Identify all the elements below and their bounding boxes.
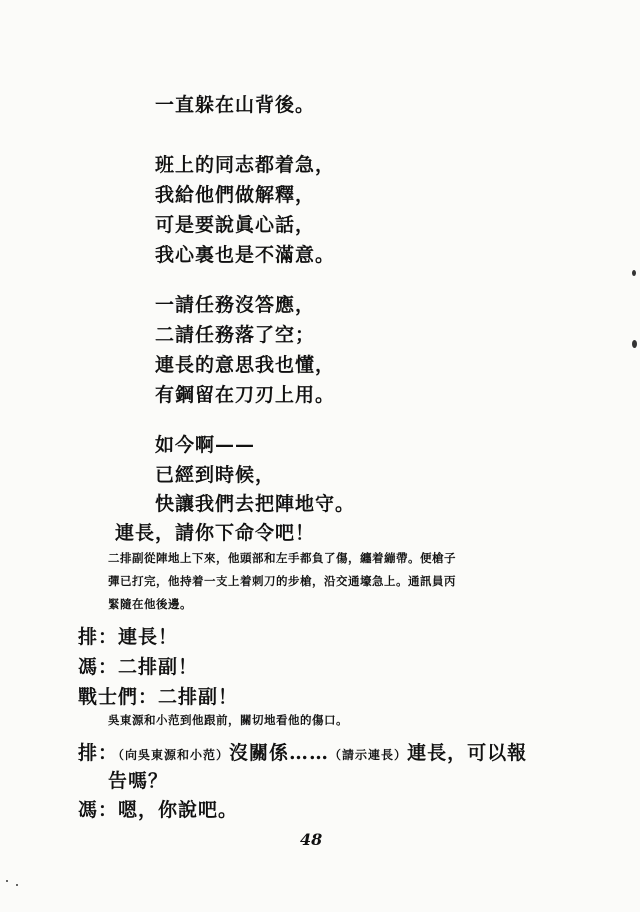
scan-speck [16,884,18,886]
stage-direction-1-line-1: 二排副從陣地上下來，他頭部和左手都負了傷，纏着繃帶。便槍子 [108,551,456,565]
page-number: 48 [300,830,323,849]
stage-note: （請示連長） [329,748,408,762]
poem-line-4: 可是要說眞心話， [155,214,316,236]
dialogue-line-3 [78,682,238,709]
speaker-label: 排： [78,626,119,648]
dialogue-line-1 [78,622,178,649]
poem-line-10: 如今啊—— [155,434,256,456]
stage-direction-2: 吳東源和小范到他跟前，關切地看他的傷口。 [108,713,348,727]
dialogue-text: 二排副！ [118,656,199,678]
dialogue-line-4 [78,738,527,765]
speaker-label: 戰士們： [78,686,159,708]
dialogue-text: 連長！ [118,626,179,648]
dialogue-text: 沒關係…… [229,742,330,764]
stage-direction-1-line-2: 彈已打完，他持着一支上着刺刀的步槍，沿交通壕急上。通訊員丙 [108,574,456,588]
dialogue-text: 嗯，你說吧。 [118,799,239,821]
dialogue-text: 二排副！ [158,686,239,708]
speaker-label: 排： [78,742,119,764]
scan-speck [632,270,636,276]
poem-line-1: 一直躲在山背後。 [155,94,316,116]
poem-line-11: 已經到時候， [155,464,276,486]
poem-line-3: 我給他們做解釋， [155,184,316,206]
poem-line-12: 快讓我們去把陣地守。 [155,493,356,515]
scan-speck [6,880,8,882]
speaker-label: 馮： [78,799,119,821]
poem-line-5: 我心裏也是不滿意。 [155,244,336,266]
closing-line: 連長，請你下命令吧！ [115,522,316,544]
scan-speck [632,340,637,348]
poem-line-8: 連長的意思我也懂， [155,354,336,376]
dialogue-line-4-cont: 告嗎？ [108,770,169,792]
dialogue-line-2 [78,652,198,679]
stage-note: （向吳東源和小范） [118,748,230,762]
dialogue-text: 連長，可以報 [407,742,528,764]
speaker-label: 馮： [78,656,119,678]
poem-line-6: 一請任務沒答應， [155,294,316,316]
poem-line-2: 班上的同志都着急， [155,154,336,176]
poem-line-7: 二請任務落了空； [155,324,316,346]
dialogue-line-5 [78,795,238,822]
stage-direction-1-line-3: 緊隨在他後邊。 [108,597,192,611]
poem-line-9: 有鋼留在刀刃上用。 [155,384,336,406]
